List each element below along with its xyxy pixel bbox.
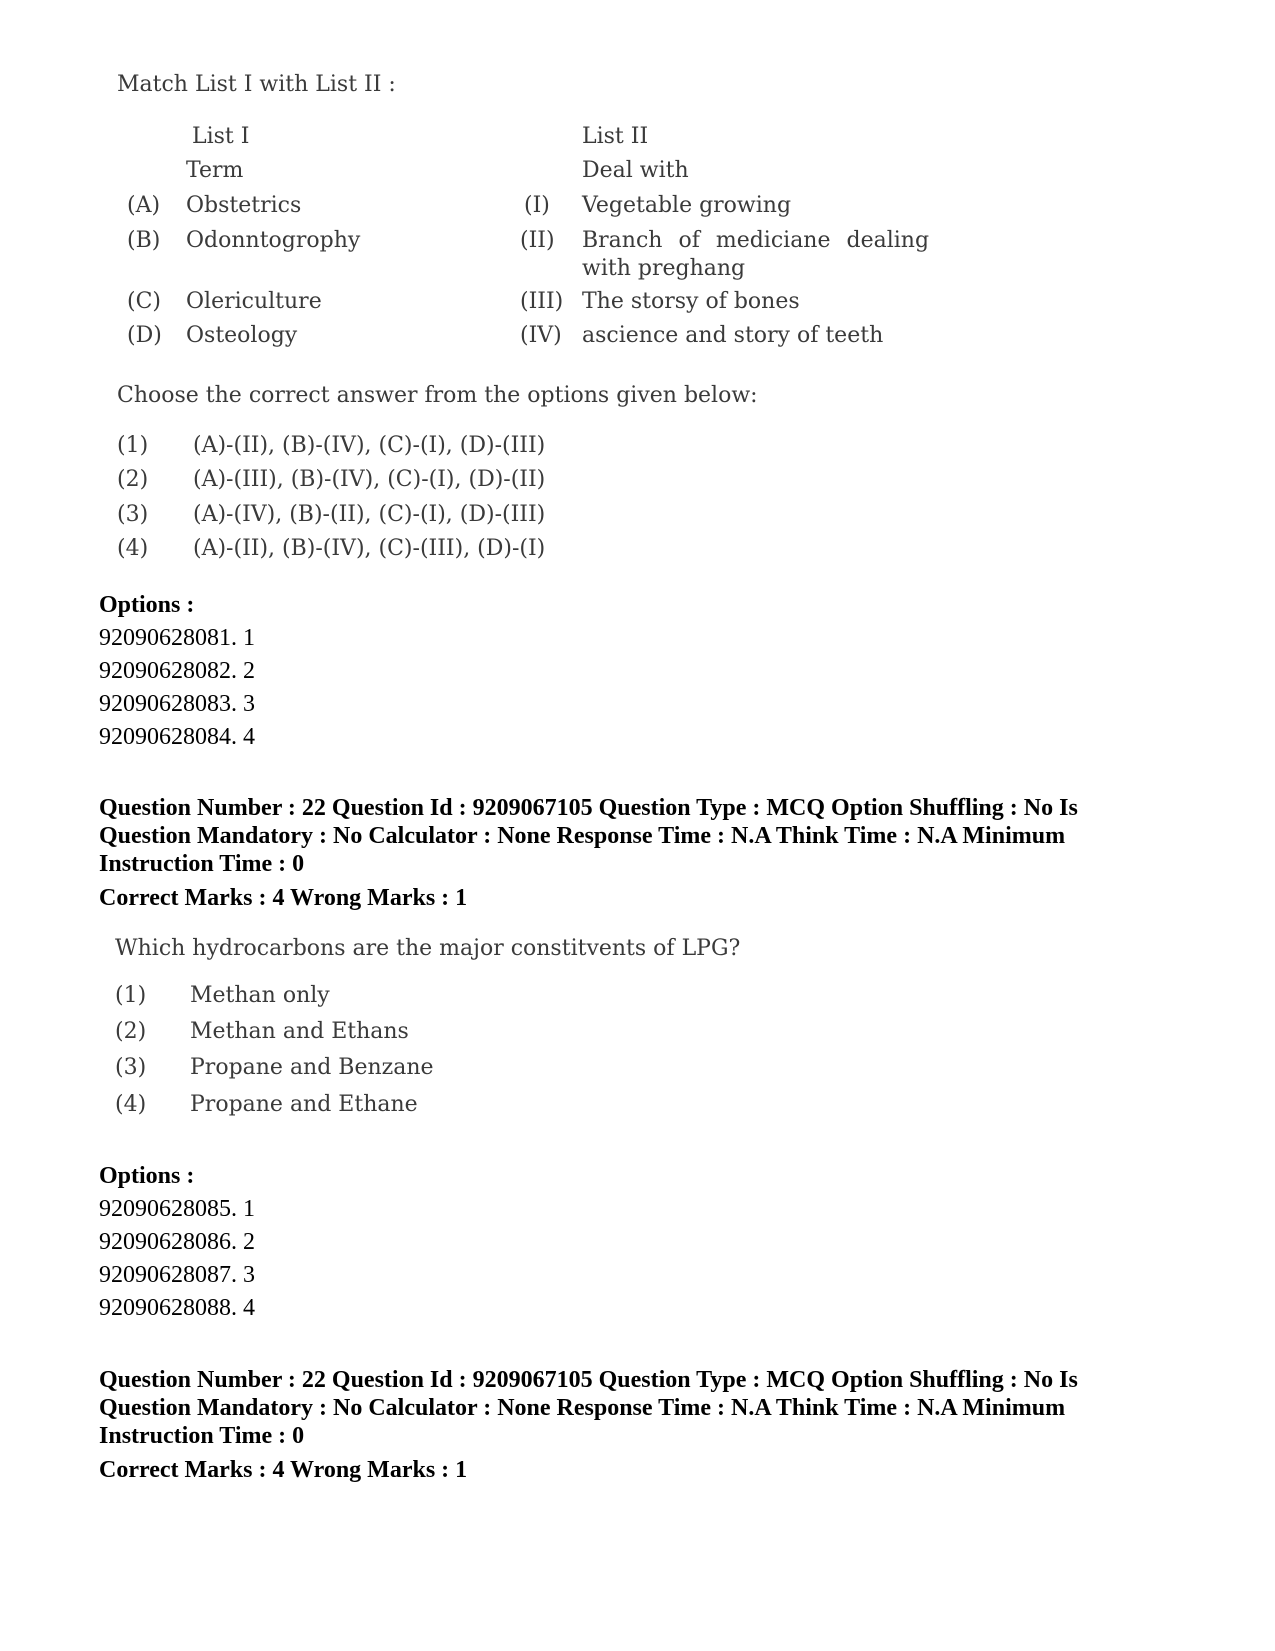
choice-4-num: (4) <box>117 536 149 561</box>
q22-option-4: 92090628088. 4 <box>99 1295 255 1321</box>
q22-choice-1-num: (1) <box>115 983 147 1008</box>
choose-instruction: Choose the correct answer from the options given below: <box>117 383 758 408</box>
q22-choice-4-num: (4) <box>115 1092 147 1117</box>
next-meta-line-1: Question Number : 22 Question Id : 9209067105 Question Type : MCQ Option Shuffling : No Is <box>99 1367 1078 1393</box>
q22-marks: Correct Marks : 4 Wrong Marks : 1 <box>99 885 468 911</box>
row-ii-key: (II) <box>520 228 555 253</box>
next-question-marks: Correct Marks : 4 Wrong Marks : 1 <box>99 1457 468 1483</box>
q22-choice-3-text: Propane and Benzane <box>190 1055 434 1080</box>
q22-choice-3-num: (3) <box>115 1055 147 1080</box>
next-meta-line-3: Instruction Time : 0 <box>99 1423 305 1449</box>
q21-options-heading: Options : <box>99 592 195 618</box>
q22-choice-2-text: Methan and Ethans <box>190 1019 409 1044</box>
q21-option-1: 92090628081. 1 <box>99 625 255 651</box>
q22-choice-4-text: Propane and Ethane <box>190 1092 418 1117</box>
list2-subtitle: Deal with <box>582 158 689 183</box>
q22-question-text: Which hydrocarbons are the major constitvents of LPG? <box>115 936 741 961</box>
row-c-key: (C) <box>127 289 161 314</box>
choice-1-num: (1) <box>117 433 149 458</box>
list2-title: List II <box>582 124 649 149</box>
list1-title: List I <box>192 124 250 149</box>
choice-3-text: (A)-(IV), (B)-(II), (C)-(I), (D)-(III) <box>193 502 546 527</box>
match-instruction: Match List I with List II : <box>117 72 396 97</box>
q21-option-4: 92090628084. 4 <box>99 724 255 750</box>
next-question-meta <box>99 1366 1159 1450</box>
q22-option-3: 92090628087. 3 <box>99 1262 255 1288</box>
row-a-key: (A) <box>127 193 161 218</box>
q22-option-1: 92090628085. 1 <box>99 1196 255 1222</box>
row-ii-text-cont: with preghang <box>582 256 746 281</box>
choice-3-num: (3) <box>117 502 149 527</box>
list1-subtitle: Term <box>186 158 244 183</box>
row-d-term: Osteology <box>186 323 298 348</box>
q22-meta-line-2: Question Mandatory : No Calculator : None Response Time : N.A Think Time : N.A Minimum <box>99 823 1066 849</box>
choice-2-num: (2) <box>117 467 149 492</box>
q22-choice-1-text: Methan only <box>190 983 330 1008</box>
q22-options-heading: Options : <box>99 1163 195 1189</box>
row-iii-text: The storsy of bones <box>582 289 800 314</box>
row-iv-key: (IV) <box>520 323 562 348</box>
row-ii-text: Branch of mediciane dealing <box>582 228 930 253</box>
next-meta-line-2: Question Mandatory : No Calculator : None Response Time : N.A Think Time : N.A Minimum <box>99 1395 1066 1421</box>
q21-option-3: 92090628083. 3 <box>99 691 255 717</box>
q22-meta <box>99 794 1159 878</box>
q21-option-2: 92090628082. 2 <box>99 658 255 684</box>
row-iii-key: (III) <box>520 289 564 314</box>
row-iv-text: ascience and story of teeth <box>582 323 884 348</box>
row-c-term: Olericulture <box>186 289 322 314</box>
row-i-key: (I) <box>524 193 550 218</box>
row-a-term: Obstetrics <box>186 193 302 218</box>
row-i-text: Vegetable growing <box>582 193 792 218</box>
choice-1-text: (A)-(II), (B)-(IV), (C)-(I), (D)-(III) <box>193 433 546 458</box>
row-b-key: (B) <box>127 228 161 253</box>
choice-4-text: (A)-(II), (B)-(IV), (C)-(III), (D)-(I) <box>193 536 546 561</box>
choice-2-text: (A)-(III), (B)-(IV), (C)-(I), (D)-(II) <box>193 467 546 492</box>
row-b-term: Odonntogrophy <box>186 228 361 253</box>
q22-meta-line-1: Question Number : 22 Question Id : 9209067105 Question Type : MCQ Option Shuffling : No Is <box>99 795 1078 821</box>
row-d-key: (D) <box>127 323 162 348</box>
q22-option-2: 92090628086. 2 <box>99 1229 255 1255</box>
q22-meta-line-3: Instruction Time : 0 <box>99 851 305 877</box>
q22-choice-2-num: (2) <box>115 1019 147 1044</box>
